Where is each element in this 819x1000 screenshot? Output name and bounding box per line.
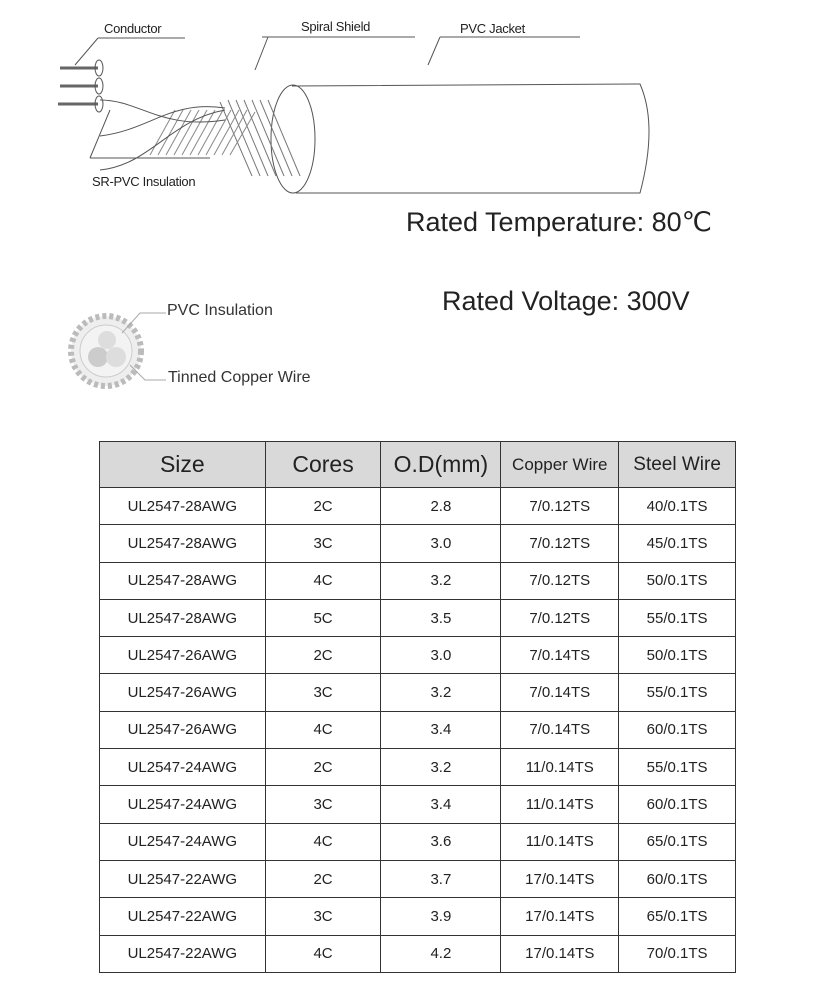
cell-od: 3.2 xyxy=(381,674,501,711)
cell-od: 3.0 xyxy=(381,525,501,562)
table-row xyxy=(100,935,736,972)
cross-section-diagram xyxy=(60,295,170,395)
table-row xyxy=(100,898,736,935)
cell-copper-wire: 7/0.12TS xyxy=(501,599,619,636)
cell-copper-wire: 17/0.14TS xyxy=(501,898,619,935)
cell-cores: 4C xyxy=(265,562,381,599)
table-row xyxy=(100,637,736,674)
cell-copper-wire: 7/0.12TS xyxy=(501,562,619,599)
header-od: O.D(mm) xyxy=(381,442,501,488)
table-row xyxy=(100,599,736,636)
label-pvc-jacket: PVC Jacket xyxy=(460,21,525,36)
table-row xyxy=(100,749,736,786)
cell-cores: 3C xyxy=(265,786,381,823)
table-row xyxy=(100,786,736,823)
label-tinned-copper-wire: Tinned Copper Wire xyxy=(168,369,311,386)
table-row xyxy=(100,488,736,525)
table-row xyxy=(100,860,736,897)
cell-cores: 3C xyxy=(265,525,381,562)
cell-steel-wire: 65/0.1TS xyxy=(619,898,736,935)
cell-steel-wire: 50/0.1TS xyxy=(619,637,736,674)
cell-od: 3.6 xyxy=(381,823,501,860)
cell-steel-wire: 70/0.1TS xyxy=(619,935,736,972)
cell-cores: 5C xyxy=(265,599,381,636)
cell-od: 3.2 xyxy=(381,562,501,599)
header-steel-wire: Steel Wire xyxy=(619,442,736,488)
cell-size: UL2547-24AWG xyxy=(100,749,266,786)
cell-copper-wire: 17/0.14TS xyxy=(501,860,619,897)
cell-steel-wire: 55/0.1TS xyxy=(619,749,736,786)
cell-steel-wire: 55/0.1TS xyxy=(619,599,736,636)
cell-od: 3.9 xyxy=(381,898,501,935)
cell-cores: 2C xyxy=(265,488,381,525)
cell-od: 4.2 xyxy=(381,935,501,972)
cell-size: UL2547-28AWG xyxy=(100,525,266,562)
cell-size: UL2547-28AWG xyxy=(100,488,266,525)
cell-cores: 2C xyxy=(265,860,381,897)
cell-size: UL2547-26AWG xyxy=(100,637,266,674)
cell-cores: 2C xyxy=(265,749,381,786)
cell-cores: 3C xyxy=(265,674,381,711)
cell-steel-wire: 40/0.1TS xyxy=(619,488,736,525)
cell-cores: 4C xyxy=(265,823,381,860)
cell-steel-wire: 55/0.1TS xyxy=(619,674,736,711)
table-header-row xyxy=(100,442,736,488)
spec-table xyxy=(99,441,736,973)
cell-copper-wire: 11/0.14TS xyxy=(501,786,619,823)
table-row xyxy=(100,823,736,860)
cell-size: UL2547-22AWG xyxy=(100,898,266,935)
cell-size: UL2547-22AWG xyxy=(100,935,266,972)
cell-size: UL2547-28AWG xyxy=(100,562,266,599)
cell-od: 2.8 xyxy=(381,488,501,525)
cell-copper-wire: 7/0.14TS xyxy=(501,674,619,711)
label-sr-pvc-insulation: SR-PVC Insulation xyxy=(92,174,196,189)
cell-steel-wire: 65/0.1TS xyxy=(619,823,736,860)
cell-copper-wire: 7/0.12TS xyxy=(501,525,619,562)
cell-size: UL2547-28AWG xyxy=(100,599,266,636)
label-conductor: Conductor xyxy=(104,21,162,36)
cell-copper-wire: 11/0.14TS xyxy=(501,749,619,786)
cell-cores: 3C xyxy=(265,898,381,935)
cell-od: 3.0 xyxy=(381,637,501,674)
cell-od: 3.7 xyxy=(381,860,501,897)
label-pvc-insulation: PVC Insulation xyxy=(167,302,273,319)
cell-cores: 4C xyxy=(265,711,381,748)
cell-size: UL2547-24AWG xyxy=(100,823,266,860)
cell-size: UL2547-24AWG xyxy=(100,786,266,823)
cell-copper-wire: 7/0.12TS xyxy=(501,488,619,525)
label-spiral-shield: Spiral Shield xyxy=(301,19,371,34)
table-row xyxy=(100,674,736,711)
table-row xyxy=(100,562,736,599)
cell-od: 3.2 xyxy=(381,749,501,786)
cell-cores: 2C xyxy=(265,637,381,674)
cell-od: 3.4 xyxy=(381,786,501,823)
cell-steel-wire: 60/0.1TS xyxy=(619,711,736,748)
cell-steel-wire: 60/0.1TS xyxy=(619,786,736,823)
cell-steel-wire: 45/0.1TS xyxy=(619,525,736,562)
cell-copper-wire: 17/0.14TS xyxy=(501,935,619,972)
table-row xyxy=(100,525,736,562)
cell-size: UL2547-26AWG xyxy=(100,674,266,711)
cell-size: UL2547-26AWG xyxy=(100,711,266,748)
cell-copper-wire: 7/0.14TS xyxy=(501,637,619,674)
rated-voltage: Rated Voltage: 300V xyxy=(442,286,690,316)
cell-steel-wire: 50/0.1TS xyxy=(619,562,736,599)
cell-od: 3.5 xyxy=(381,599,501,636)
cell-size: UL2547-22AWG xyxy=(100,860,266,897)
cell-cores: 4C xyxy=(265,935,381,972)
rated-temperature: Rated Temperature: 80℃ xyxy=(406,207,712,237)
cell-od: 3.4 xyxy=(381,711,501,748)
table-row xyxy=(100,711,736,748)
header-size: Size xyxy=(100,442,266,488)
cell-steel-wire: 60/0.1TS xyxy=(619,860,736,897)
cell-copper-wire: 7/0.14TS xyxy=(501,711,619,748)
header-cores: Cores xyxy=(265,442,381,488)
cell-copper-wire: 11/0.14TS xyxy=(501,823,619,860)
header-copper-wire: Copper Wire xyxy=(501,442,619,488)
